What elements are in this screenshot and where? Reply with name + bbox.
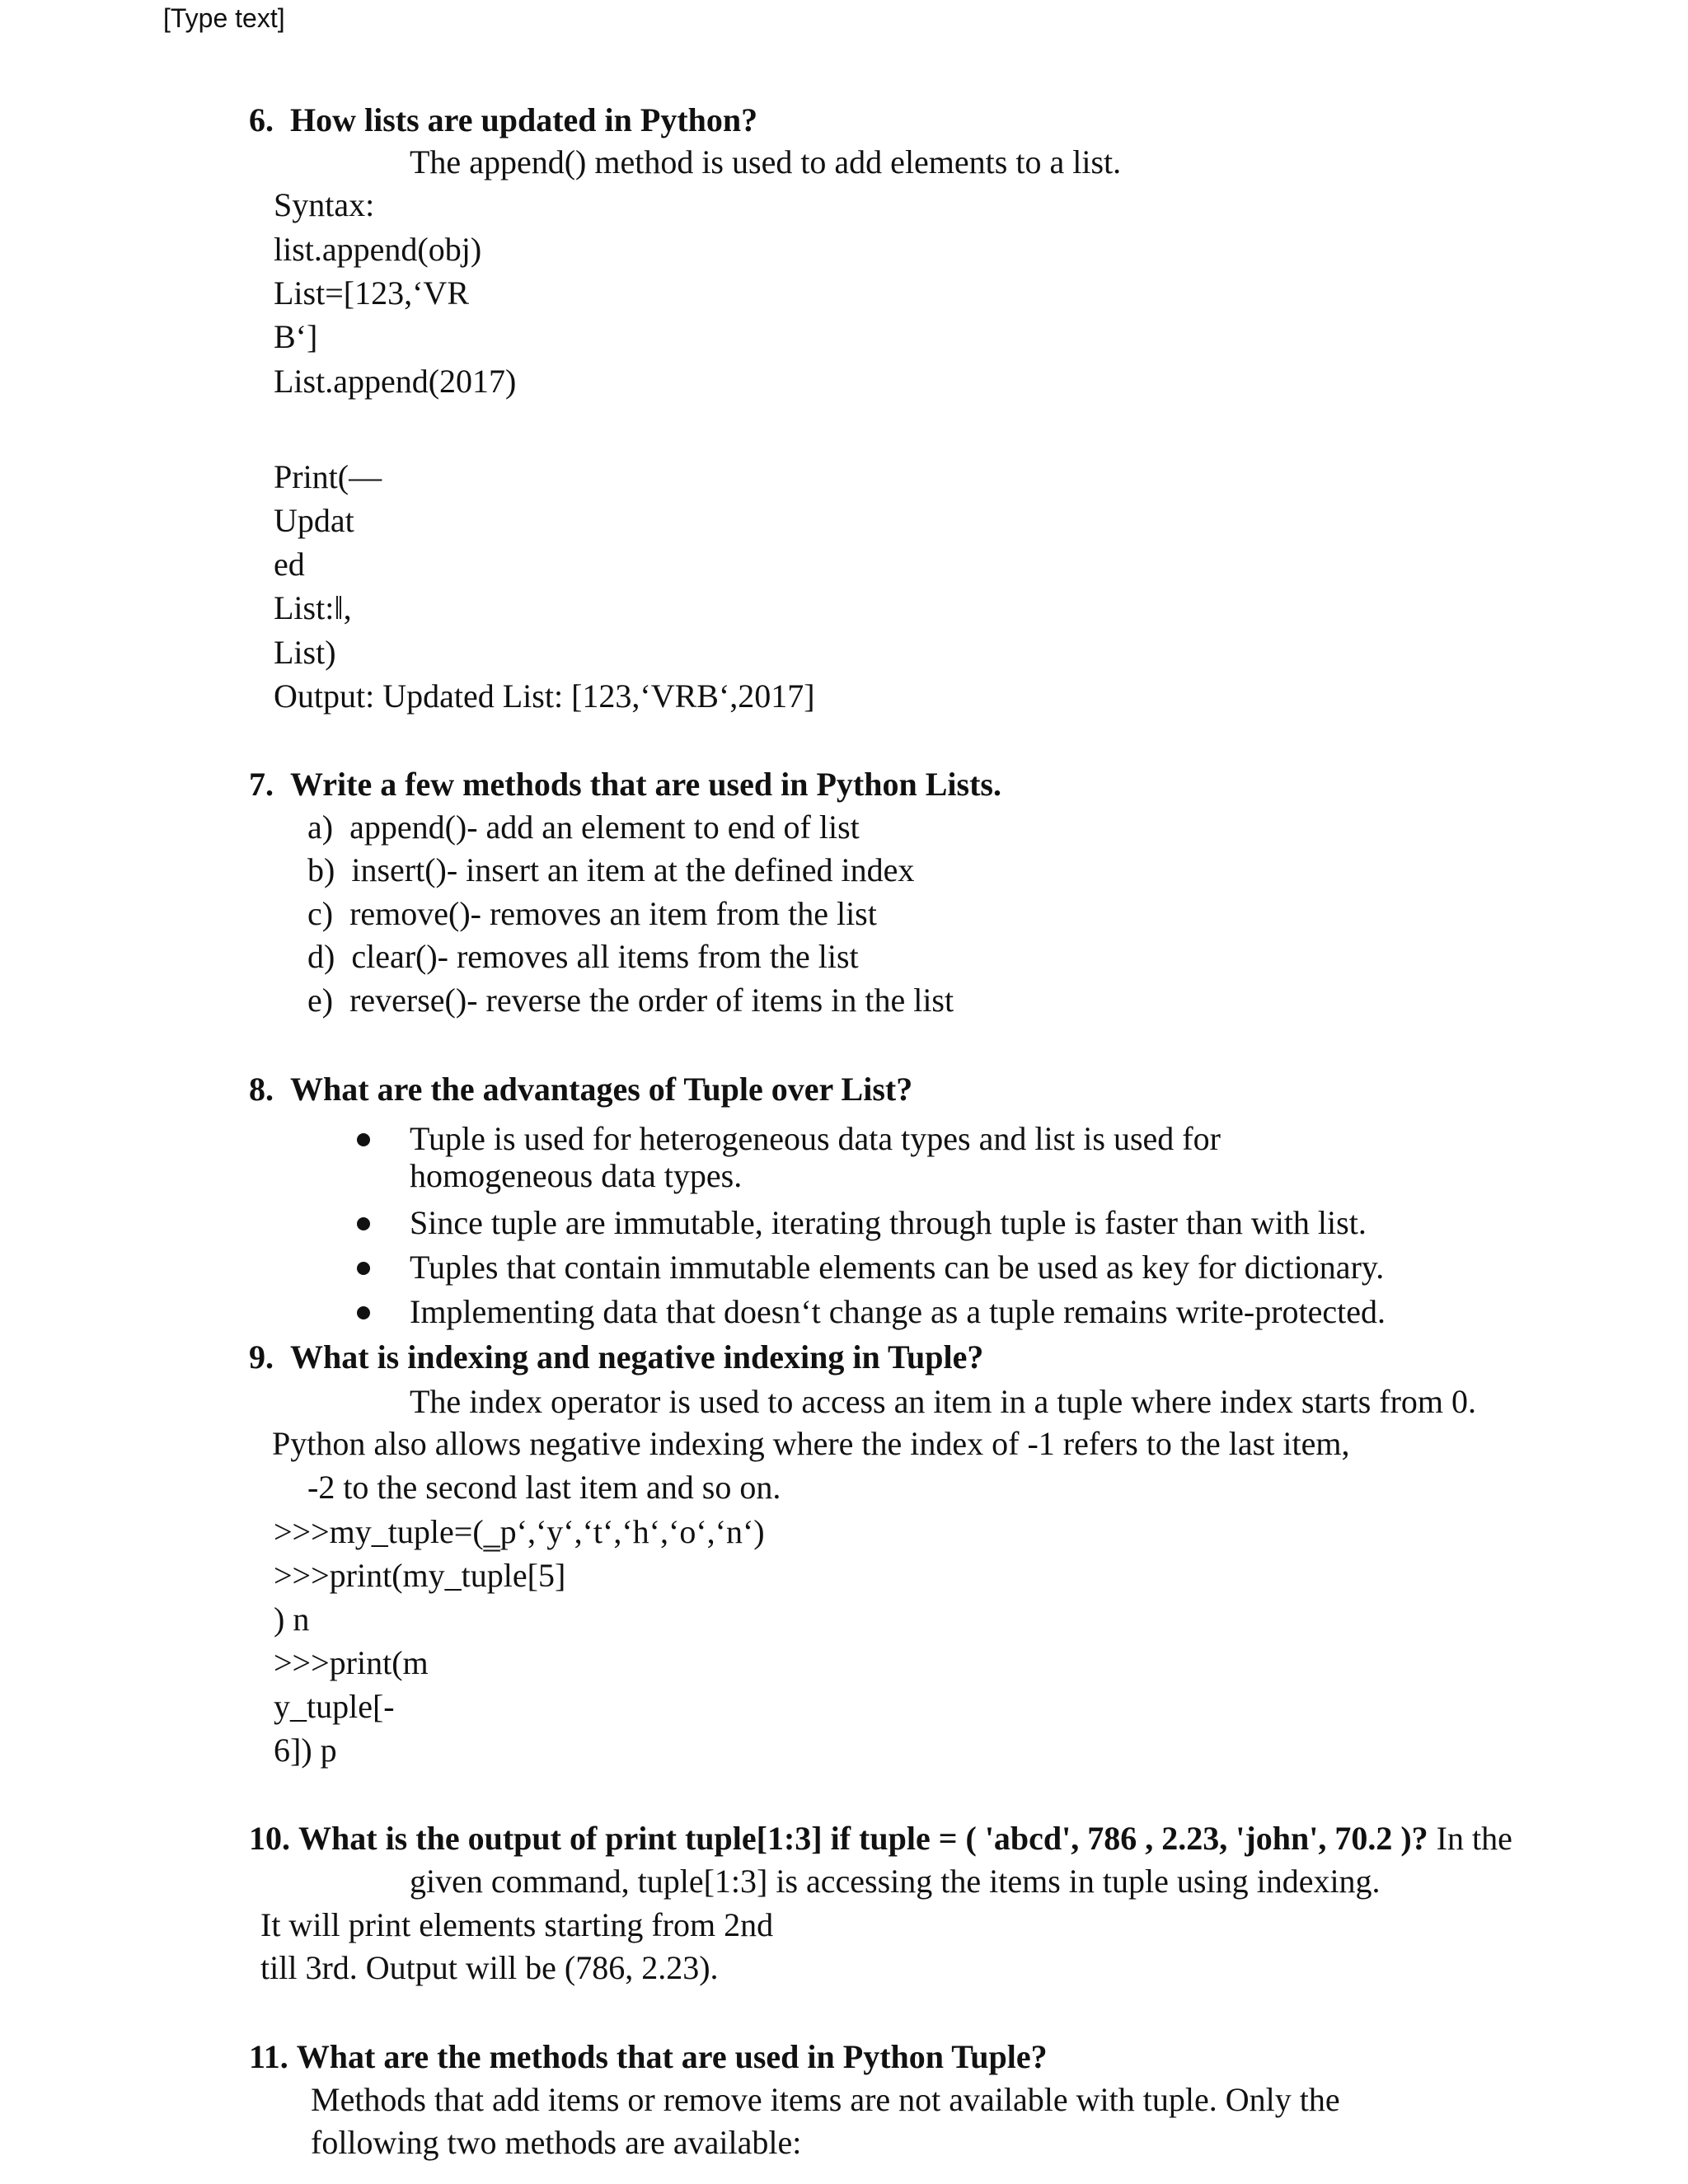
bullet-text: Tuples that contain immutable elements can be used as key for dictionary. bbox=[410, 1249, 1385, 1286]
q9-code-line: >>>print(m bbox=[274, 1644, 429, 1681]
q6-code-line: Syntax: bbox=[274, 186, 375, 223]
question-10-inline-answer: In the bbox=[1428, 1820, 1512, 1857]
page-header-placeholder: [Type text] bbox=[163, 3, 285, 33]
question-7-heading bbox=[249, 768, 1001, 801]
question-6-number: 6. bbox=[249, 101, 274, 138]
list-item bbox=[307, 808, 860, 846]
q6-code-line: ed bbox=[274, 546, 305, 583]
q6-code-line: Print(— bbox=[274, 458, 382, 495]
list-item bbox=[307, 895, 877, 932]
list-item-text: append()- add an element to end of list bbox=[349, 808, 860, 846]
list-item-text: insert()- insert an item at the defined index bbox=[351, 851, 915, 888]
q6-code-line: List.append(2017) bbox=[274, 363, 517, 400]
bullet-text-continuation: homogeneous data types. bbox=[410, 1157, 743, 1194]
question-9-text: What is indexing and negative indexing in Tuple? bbox=[290, 1338, 984, 1376]
bullet-text: Since tuple are immutable, iterating through tuple is faster than with list. bbox=[410, 1204, 1367, 1241]
question-6-heading bbox=[249, 101, 758, 138]
question-6-text: How lists are updated in Python? bbox=[290, 101, 758, 138]
question-9-heading bbox=[249, 1338, 984, 1376]
question-11-text: What are the methods that are used in Python Tuple? bbox=[296, 2038, 1048, 2075]
list-item bbox=[307, 984, 954, 1017]
list-item-text: clear()- removes all items from the list bbox=[351, 938, 859, 975]
q6-code-line: List:‖, bbox=[274, 589, 352, 626]
question-9-number: 9. bbox=[249, 1338, 274, 1376]
question-7-text: Write a few methods that are used in Python Lists. bbox=[290, 766, 1001, 803]
q10-answer-line: till 3rd. Output will be (786, 2.23). bbox=[260, 1949, 719, 1986]
list-item-marker: d) bbox=[307, 938, 335, 975]
q9-paragraph-line: Python also allows negative indexing where the index of -1 refers to the last item, bbox=[272, 1425, 1350, 1462]
question-11-heading bbox=[249, 2038, 1048, 2075]
bullet-text: Tuple is used for heterogeneous data types and list is used for bbox=[410, 1120, 1221, 1157]
q9-paragraph-line: -2 to the second last item and so on. bbox=[307, 1469, 781, 1506]
bullet-icon bbox=[357, 1306, 370, 1319]
q10-answer-line: given command, tuple[1:3] is accessing the items in tuple using indexing. bbox=[410, 1863, 1381, 1900]
q6-code-line: list.append(obj) bbox=[274, 231, 482, 268]
q11-paragraph-line: following two methods are available: bbox=[311, 2124, 802, 2161]
q6-code-line: List) bbox=[274, 634, 336, 671]
list-item-text: remove()- removes an item from the list bbox=[349, 895, 877, 932]
question-11-number: 11. bbox=[249, 2038, 288, 2075]
bullet-icon bbox=[357, 1217, 370, 1230]
question-10-heading bbox=[249, 1822, 1512, 1855]
q9-paragraph-line: The index operator is used to access an item in a tuple where index starts from 0. bbox=[410, 1383, 1477, 1420]
q6-code-line: List=[123,‘VR bbox=[274, 274, 469, 312]
list-item-marker: c) bbox=[307, 895, 334, 932]
list-item-marker: a) bbox=[307, 808, 334, 846]
q6-code-line: B‘] bbox=[274, 318, 318, 355]
question-8-heading bbox=[249, 1073, 912, 1106]
list-item bbox=[307, 940, 859, 973]
q9-code-line: y_tuple[- bbox=[274, 1688, 395, 1725]
bullet-text: Implementing data that doesn‘t change as a tuple remains write-protected. bbox=[410, 1293, 1386, 1330]
list-item bbox=[307, 851, 915, 888]
list-item-marker: b) bbox=[307, 851, 335, 888]
question-8-text: What are the advantages of Tuple over List? bbox=[290, 1071, 913, 1108]
question-7-number: 7. bbox=[249, 766, 274, 803]
q6-output-line: Output: Updated List: [123,‘VRB‘,2017] bbox=[274, 677, 815, 715]
bullet-icon bbox=[357, 1262, 370, 1275]
q9-code-line: >>>my_tuple=(‗p‘,‘y‘,‘t‘,‘h‘,‘o‘,‘n‘) bbox=[274, 1513, 765, 1550]
q9-code-line: 6]) p bbox=[274, 1732, 337, 1769]
question-8-number: 8. bbox=[249, 1071, 274, 1108]
question-10-number: 10. bbox=[249, 1820, 290, 1857]
q9-code-line: >>>print(my_tuple[5] bbox=[274, 1557, 566, 1594]
list-item-marker: e) bbox=[307, 982, 334, 1019]
question-10-text: What is the output of print tuple[1:3] if tuple = ( 'abcd', 786 , 2.23, 'john', 70.2 )? bbox=[298, 1820, 1428, 1857]
list-item-text: reverse()- reverse the order of items in the list bbox=[349, 982, 954, 1019]
q11-paragraph-line: Methods that add items or remove items are not available with tuple. Only the bbox=[311, 2081, 1340, 2118]
q9-code-line: ) n bbox=[274, 1601, 310, 1638]
question-6-answer: The append() method is used to add elements to a list. bbox=[410, 143, 1122, 180]
q6-code-line: Updat bbox=[274, 502, 354, 539]
bullet-icon bbox=[357, 1133, 370, 1146]
q10-answer-line: It will print elements starting from 2nd bbox=[260, 1906, 774, 1943]
